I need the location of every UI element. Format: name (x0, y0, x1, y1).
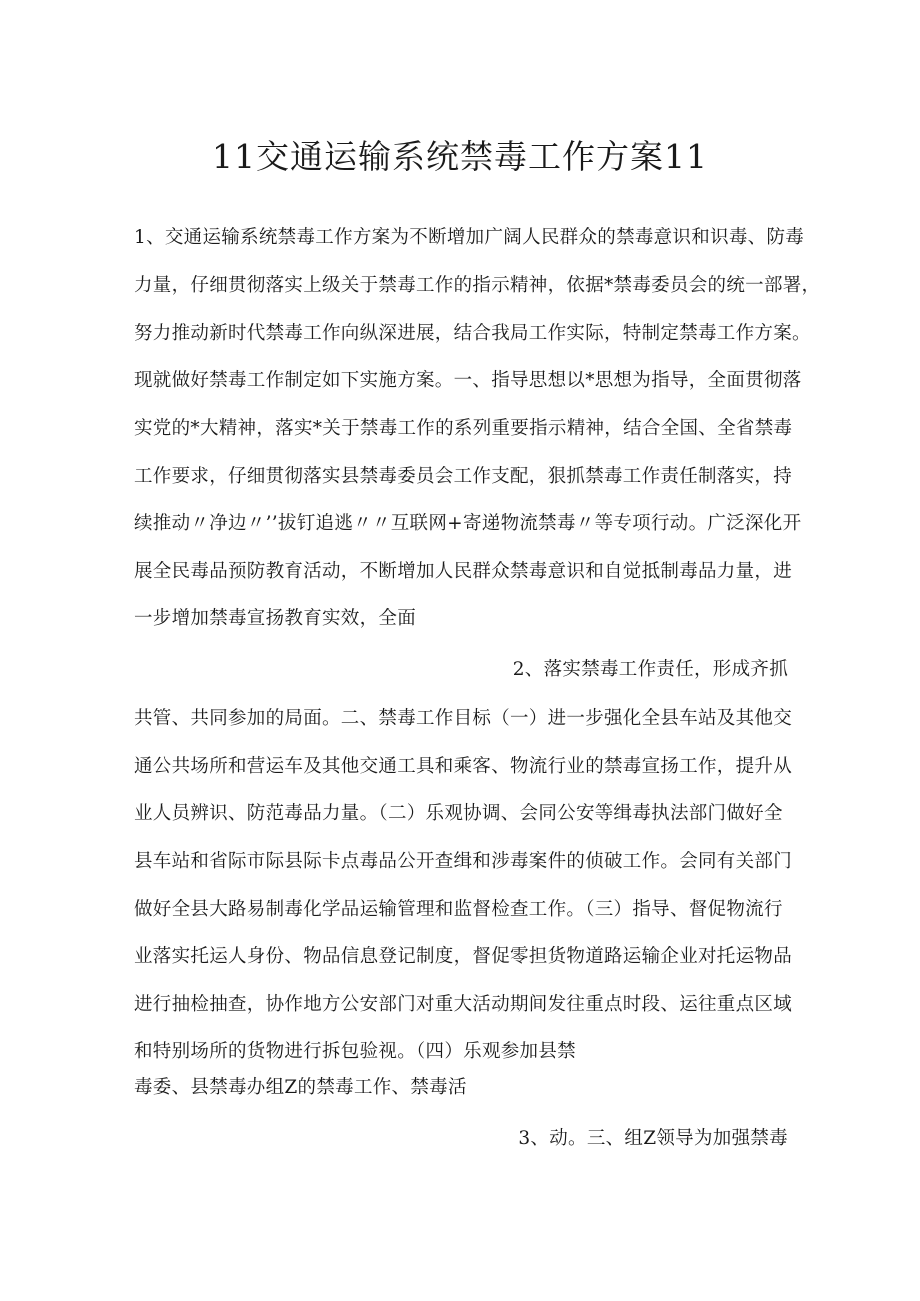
paragraph-line: 业落实托运人身份、物品信息登记制度，督促零担货物道路运输企业对托运物品 (134, 946, 793, 967)
paragraph-line: 实党的*大精神，落实*关于禁毒工作的系列重要指示精神，结合全国、全省禁毒 (134, 418, 793, 439)
section-heading: 2、落实禁毒工作责任，形成齐抓 (512, 659, 788, 680)
paragraph-line: 通公共场所和营运车及其他交通工具和乘客、物流行业的禁毒宣扬工作，提升从 (134, 756, 793, 777)
paragraph-line: 展全民毒品预防教育活动，不断增加人民群众禁毒意识和自觉抵制毒品力量，进 (134, 561, 793, 582)
paragraph-line: 一步增加禁毒宣扬教育实效，全面 (134, 608, 417, 629)
section-heading: 3、动。三、组Z领导为加强禁毒 (518, 1128, 788, 1149)
paragraph-line: 县车站和省际市际县际卡点毒品公开查缉和涉毒案件的侦破工作。会同有关部门 (134, 851, 793, 872)
paragraph-line: 续推动〃净边〃’’拔钉追逃〃〃互联网+寄递物流禁毒〃等专项行动。广泛深化开 (134, 513, 802, 534)
paragraph-line: 业人员辨识、防范毒品力量。（二）乐观协调、会同公安等缉毒执法部门做好全 (134, 803, 783, 824)
paragraph-line: 1、交通运输系统禁毒工作方案为不断增加广阔人民群众的禁毒意识和识毒、防毒 (134, 227, 805, 248)
paragraph-line: 共管、共同参加的局面。二、禁毒工作目标（一）进一步强化全县车站及其他交 (134, 708, 793, 729)
paragraph-line: 力量，仔细贯彻落实上级关于禁毒工作的指示精神，依据*禁毒委员会的统一部署， (134, 275, 821, 296)
paragraph-line: 进行抽检抽查，协作地方公安部门对重大活动期间发往重点时段、运往重点区域 (134, 994, 793, 1015)
paragraph-line: 工作要求，仔细贯彻落实县禁毒委员会工作支配，狠抓禁毒工作责任制落实，持 (134, 466, 793, 487)
document-title: 11交通运输系统禁毒工作方案11 (212, 137, 708, 176)
paragraph-line: 做好全县大路易制毒化学品运输管理和监督检查工作。（三）指导、督促物流行 (134, 899, 783, 920)
paragraph-line: 和特别场所的货物进行拆包验视。（四）乐观参加县禁 (134, 1041, 576, 1062)
paragraph-line: 努力推动新时代禁毒工作向纵深进展，结合我局工作实际，特制定禁毒工作方案。 (134, 323, 811, 344)
paragraph-line: 毒委、县禁毒办组Z的禁毒工作、禁毒活 (134, 1077, 467, 1098)
paragraph-line: 现就做好禁毒工作制定如下实施方案。一、指导思想以*思想为指导，全面贯彻落 (134, 370, 802, 391)
